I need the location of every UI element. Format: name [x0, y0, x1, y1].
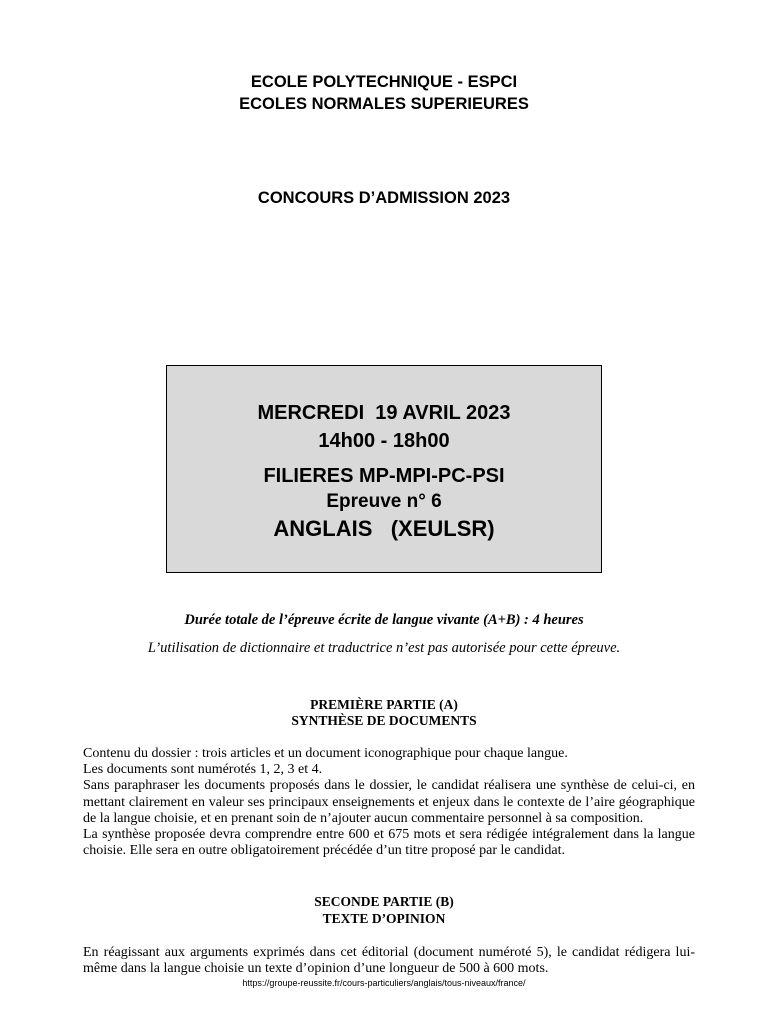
footer-url[interactable]: https://groupe-reussite.fr/cours-particuliers/anglais/tous-niveaux/france/: [242, 978, 526, 988]
duration-note: Durée totale de l’épreuve écrite de langue vivante (A+B) : 4 heures: [184, 612, 584, 628]
part-b-title: SECONDE PARTIE (B): [314, 894, 454, 909]
part-a-paragraph: Les documents sont numérotés 1, 2, 3 et 4.: [83, 762, 323, 778]
part-b-instructions: [83, 945, 695, 977]
part-a-instructions: [83, 746, 695, 859]
dictionary-note: L’utilisation de dictionnaire et traductrice n’est pas autorisée pour cette épreuve.: [147, 640, 621, 656]
exam-date: MERCREDI 19 AVRIL 2023: [257, 402, 511, 424]
part-a-subtitle: SYNTHÈSE DE DOCUMENTS: [291, 713, 477, 728]
exam-epreuve: Epreuve n° 6: [326, 491, 442, 512]
exam-filieres: FILIERES MP-MPI-PC-PSI: [263, 465, 505, 487]
part-a-paragraph: Contenu du dossier : trois articles et un document iconographique pour chaque langue.: [83, 746, 568, 761]
part-a-title: PREMIÈRE PARTIE (A): [310, 697, 458, 712]
exam-subject: ANGLAIS (XEULSR): [273, 516, 495, 541]
part-a-paragraph: La synthèse proposée devra comprendre entre 600 et 675 mots et sera rédigée intégralement dans la langue choisie. Elle sera en outre obligatoirement précédée d’un titre proposé par le candidat.: [83, 827, 695, 859]
part-b-paragraph: En réagissant aux arguments exprimés dans cet éditorial (document numéroté 5), le candidat rédigera lui-même dans la langue choisie un texte d’opinion d’une longueur de 500 à 600 mots.: [83, 945, 695, 977]
exam-time: 14h00 - 18h00: [318, 430, 450, 452]
part-b-subtitle: TEXTE D’OPINION: [322, 911, 446, 926]
exam-info-box: [166, 365, 602, 573]
concours-title: CONCOURS D’ADMISSION 2023: [257, 189, 511, 207]
school-title: ECOLE POLYTECHNIQUE - ESPCI: [250, 73, 518, 91]
school-subtitle: ECOLES NORMALES SUPERIEURES: [239, 95, 529, 113]
part-a-paragraph: Sans paraphraser les documents proposés dans le dossier, le candidat réalisera une synthèse de celui-ci, en mettant clairement en valeur ses principaux enseignements et enjeux dans le contexte de l’aire géographique de la langue choisie, et en prenant soin de n’ajouter aucun commentaire personnel à sa composition.: [83, 778, 695, 826]
